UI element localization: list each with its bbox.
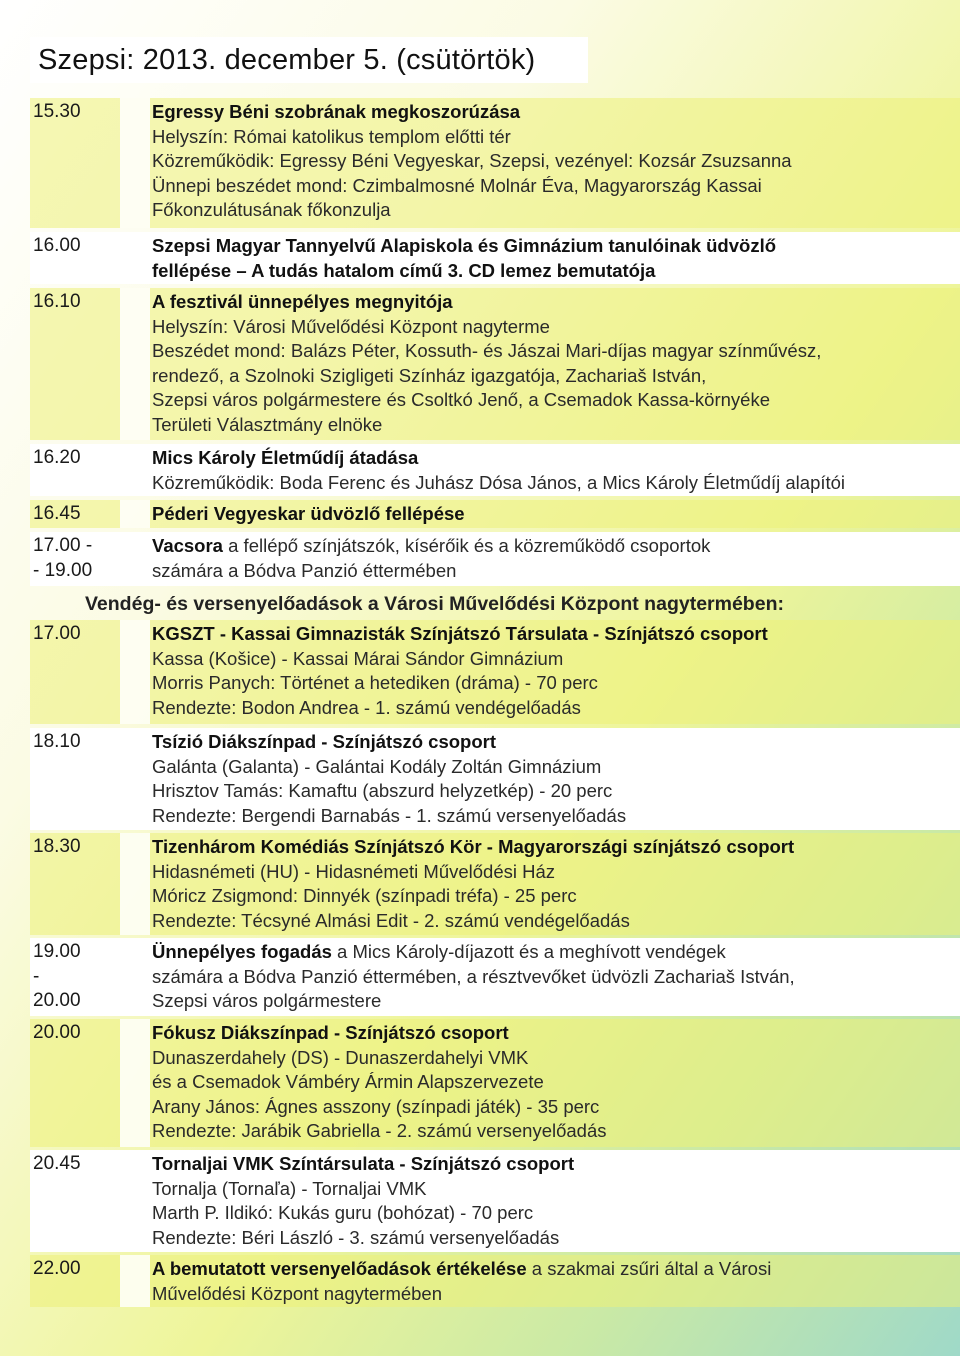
event-line: Kassa (Košice) - Kassai Márai Sándor Gimnázium: [152, 647, 564, 669]
event-title-extra: a Mics Károly-díjazott és a meghívott vendégek: [331, 941, 726, 962]
event-title: A fesztivál ünnepélyes megnyitója: [152, 291, 453, 312]
event-title: Tornaljai VMK Színtársulata - Színjátszó csoport: [152, 1153, 575, 1174]
event-line: Művelődési Központ nagytermében: [152, 1282, 443, 1304]
section-heading: Vendég- és versenyelőadások a Városi Művelődési Központ nagytermében:: [85, 593, 784, 615]
event-line: Helyszín: Római katolikus templom előtti tér: [152, 125, 511, 147]
event-title-extra: a szakmai zsűri által a Városi: [526, 1258, 772, 1279]
schedule-row: [30, 938, 960, 1016]
event-body: [152, 835, 952, 933]
event-body: [152, 1021, 952, 1144]
event-line: Rendezte: Técsyné Almási Edit - 2. számú vendégelőadás: [152, 909, 630, 931]
event-title: Vacsora: [152, 535, 223, 556]
event-title: KGSZT - Kassai Gimnazisták Színjátszó Társulata - Színjátszó csoport: [152, 623, 768, 644]
event-body: [152, 1257, 952, 1306]
schedule-row: [30, 232, 960, 284]
event-line: Arany János: Ágnes asszony (színpadi játék) - 35 perc: [152, 1095, 600, 1117]
event-time: 18.10: [33, 731, 81, 752]
event-time: 20.45: [33, 1153, 81, 1174]
event-line: Móricz Zsigmond: Dinnyék (színpadi tréfa) - 25 perc: [152, 885, 577, 906]
event-title-cont: fellépése – A tudás hatalom című 3. CD lemez bemutatója: [152, 259, 656, 281]
event-time: 16.20: [33, 447, 81, 468]
schedule-row: [30, 620, 960, 724]
event-line: Marth P. Ildikó: Kukás guru (bohózat) - 70 perc: [152, 1202, 534, 1223]
event-title-extra: a fellépő színjátszók, kísérőik és a közreműködő csoportok: [222, 535, 711, 556]
event-title: Egressy Béni szobrának megkoszorúzása: [152, 101, 521, 122]
event-title: Péderi Vegyeskar üdvözlő fellépése: [152, 503, 465, 524]
event-line: Beszédet mond: Balázs Péter, Kossuth- és Jászai Mari-díjas magyar színművész,: [152, 340, 822, 361]
event-line: Rendezte: Jarábik Gabriella - 2. számú versenyelőadás: [152, 1120, 607, 1141]
event-line: Galánta (Galanta) - Galántai Kodály Zoltán Gimnázium: [152, 755, 602, 777]
schedule-row: [30, 98, 960, 228]
event-line: Szepsi város polgármestere és Csoltkó Jenő, a Csemadok Kassa-környéke: [152, 389, 770, 410]
event-body: [152, 100, 952, 223]
event-line: Főkonzulátusának főkonzulja: [152, 199, 391, 220]
event-line: számára a Bódva Panzió éttermében: [152, 559, 457, 581]
schedule-row: [30, 444, 960, 496]
event-line: rendező, a Szolnoki Szigligeti Színház igazgatója, Zachariaš István,: [152, 364, 707, 386]
event-line: Rendezte: Bergendi Barnabás - 1. számú versenyelőadás: [152, 804, 627, 826]
schedule-row: [30, 1019, 960, 1147]
schedule-row: [30, 1255, 960, 1307]
event-time: 15.30: [33, 101, 81, 122]
page-title: Szepsi: 2013. december 5. (csütörtök): [38, 44, 536, 76]
event-line: számára a Bódva Panzió éttermében, a résztvevőket üdvözli Zachariaš István,: [152, 965, 795, 987]
event-body: [152, 446, 952, 495]
event-time: 16.45: [33, 503, 81, 524]
event-time: 16.00: [33, 235, 81, 256]
event-title: Szepsi Magyar Tannyelvű Alapiskola és Gimnázium tanulóinak üdvözlő: [152, 235, 777, 256]
event-time: 22.00: [33, 1258, 81, 1279]
event-line: Hrisztov Tamás: Kamaftu (abszurd helyzetkép) - 20 perc: [152, 780, 613, 801]
event-body: [152, 534, 952, 583]
event-line: Ünnepi beszédet mond: Czimbalmosné Molnár Éva, Magyarország Kassai: [152, 174, 762, 196]
event-title: Tizenhárom Komédiás Színjátszó Kör - Magyarországi színjátszó csoport: [152, 836, 795, 857]
event-time: 16.10: [33, 291, 81, 312]
event-body: [152, 622, 952, 720]
event-time: 19.00 - 20.00: [33, 941, 81, 1011]
event-title: Fókusz Diákszínpad - Színjátszó csoport: [152, 1022, 509, 1043]
event-title: A bemutatott versenyelőadások értékelése: [152, 1258, 527, 1279]
event-line: Tornalja (Tornaľa) - Tornaljai VMK: [152, 1177, 427, 1199]
event-line: Morris Panych: Történet a hetediken (dráma) - 70 perc: [152, 672, 598, 693]
event-body: [152, 1152, 952, 1250]
event-body: [152, 290, 952, 437]
event-body: [152, 940, 952, 1014]
event-line: Hidasnémeti (HU) - Hidasnémeti Művelődési Ház: [152, 860, 556, 882]
event-line: Közreműködik: Egressy Béni Vegyeskar, Szepsi, vezényel: Kozsár Zsuzsanna: [152, 150, 792, 171]
schedule-row: [30, 833, 960, 935]
event-body: [152, 730, 952, 828]
event-line: Rendezte: Béri László - 3. számú versenyelőadás: [152, 1226, 560, 1248]
event-line: Közreműködik: Boda Ferenc és Juhász Dósa János, a Mics Károly Életműdíj alapítói: [152, 471, 846, 493]
event-time: 17.00 - - 19.00: [33, 535, 93, 581]
event-title: Mics Károly Életműdíj átadása: [152, 447, 419, 468]
event-line: Területi Választmány elnöke: [152, 413, 383, 435]
event-body: [152, 502, 952, 527]
event-time: 20.00: [33, 1022, 81, 1043]
schedule-row: [30, 1150, 960, 1252]
event-line: Rendezte: Bodon Andrea - 1. számú vendégelőadás: [152, 696, 581, 718]
event-body: [152, 234, 952, 283]
schedule-row: [30, 500, 960, 528]
event-line: és a Csemadok Vámbéry Ármin Alapszervezete: [152, 1071, 544, 1092]
event-line: Dunaszerdahely (DS) - Dunaszerdahelyi VMK: [152, 1046, 529, 1068]
event-time: 18.30: [33, 836, 81, 857]
event-title: Ünnepélyes fogadás: [152, 941, 332, 962]
event-title: Tsízió Diákszínpad - Színjátszó csoport: [152, 731, 497, 752]
schedule-row: [30, 288, 960, 440]
event-line: Szepsi város polgármestere: [152, 990, 382, 1011]
schedule-row: [30, 532, 960, 586]
event-time: 17.00: [33, 623, 81, 644]
event-line: Helyszín: Városi Művelődési Központ nagyterme: [152, 315, 550, 337]
schedule-row: [30, 728, 960, 830]
